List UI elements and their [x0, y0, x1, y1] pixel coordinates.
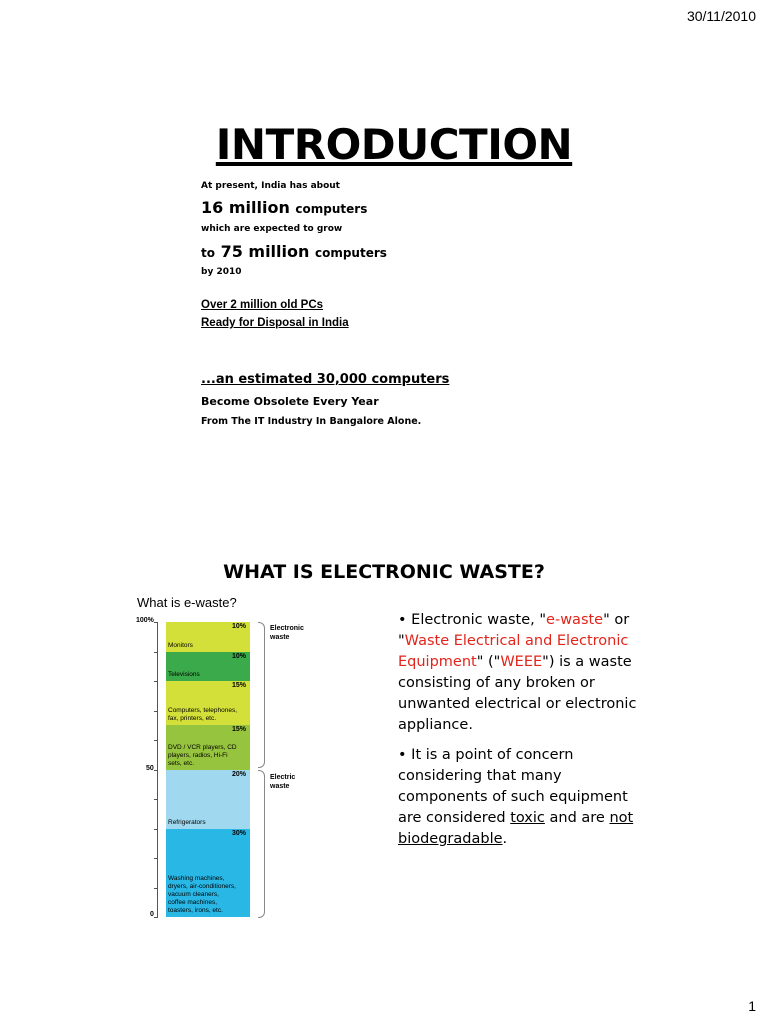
bullet1-text-2: " or " [398, 612, 630, 649]
bullet2-text-1: • It is a point of concern considering that many components of such equipment are considered [398, 747, 628, 826]
bullet-definition [398, 610, 638, 736]
intro-line-10: From The IT Industry In Bangalore Alone. [201, 416, 422, 427]
stat-16-million-unit: computers [295, 202, 368, 216]
stat-16-million: 16 million [201, 198, 290, 217]
date: 30/11/2010 [686, 8, 756, 24]
intro-line-8: ...an estimated 30,000 computers [201, 372, 450, 387]
bullet-concern [398, 745, 638, 850]
bar-segment [166, 652, 250, 682]
y-tick [154, 888, 158, 889]
slide-title-electronic-waste: WHAT IS ELECTRONIC WASTE? [223, 561, 545, 583]
y-tick [154, 858, 158, 859]
y-tick [154, 770, 158, 771]
y-tick [154, 681, 158, 682]
bar-segment [166, 725, 250, 769]
segment-category-label: Computers, telephones, fax, printers, etc. [168, 707, 238, 723]
bar-segment [166, 622, 250, 652]
brace-electronic-waste [258, 622, 265, 768]
bullet2-text-3: . [502, 831, 508, 847]
bar-segment [166, 770, 250, 829]
segment-value-label: 10% [231, 652, 246, 660]
term-weee-full: Waste Electrical and Electronic Equipment [398, 633, 629, 670]
segment-value-label: 15% [231, 682, 246, 689]
y-tick [154, 652, 158, 653]
segment-value-label: 10% [231, 623, 246, 630]
stat-75-million-unit: computers [314, 246, 387, 260]
segment-category-label: Televisions [168, 671, 200, 678]
stat-prefix: to [201, 246, 215, 260]
y-tick [154, 740, 158, 741]
segment-value-label: 15% [231, 726, 246, 734]
intro-line-7: Ready for Disposal in India [201, 317, 349, 329]
intro-line-6: Over 2 million old PCs [201, 299, 324, 311]
ewaste-description [398, 610, 638, 859]
bullet1-text-3: " (" [476, 654, 501, 670]
brace-electric-waste [258, 770, 265, 918]
intro-line-4 [201, 242, 387, 261]
y-tick [154, 829, 158, 830]
segment-category-label: Monitors [168, 641, 193, 649]
page-number: 1 [748, 998, 756, 1014]
intro-line-5: by 2010 [201, 267, 242, 277]
bullet2-text-2: and are [544, 810, 610, 826]
y-tick [154, 917, 158, 918]
y-tick [154, 622, 158, 623]
bar-segment [166, 681, 250, 725]
term-toxic: toxic [510, 810, 545, 826]
slide-title-introduction: INTRODUCTION [215, 120, 573, 169]
term-e-waste: e-waste [546, 612, 604, 628]
segment-value-label: 30% [231, 829, 246, 837]
y-tick-label-100: 100% [136, 617, 154, 624]
segment-value-label: 20% [231, 770, 246, 778]
y-tick [154, 711, 158, 712]
term-not-biodegradable: not biodegradable [398, 810, 634, 847]
segment-category-label: Washing machines, dryers, air-conditioners, vacuum cleaners, coffee machines, toasters, irons, etc. [168, 875, 236, 914]
bullet1-text-4: ") is a waste consisting of any broken or unwanted electrical or electronic appliance. [398, 654, 637, 733]
stat-75-million: 75 million [220, 242, 310, 261]
y-tick [154, 799, 158, 800]
intro-line-2 [201, 198, 367, 217]
chart-title: What is e-waste? [137, 595, 237, 610]
intro-line-9: Become Obsolete Every Year [201, 395, 379, 408]
group-label-electronic-waste: Electronic waste [270, 625, 304, 641]
segment-category-label: DVD / VCR players, CD players, radios, Hi-Fi sets, etc. [168, 743, 237, 767]
bar-segment [166, 829, 250, 918]
segment-category-label: Refrigerators [168, 818, 206, 826]
term-weee: WEEE [500, 654, 543, 670]
y-tick-label-50: 50 [146, 765, 154, 772]
intro-line-3: which are expected to grow [201, 224, 343, 234]
y-tick-label-0: 0 [150, 911, 154, 918]
intro-line-1: At present, India has about [201, 181, 340, 191]
group-label-electric-waste: Electric waste [270, 774, 296, 790]
bullet1-text-1: • Electronic waste, " [398, 612, 547, 628]
